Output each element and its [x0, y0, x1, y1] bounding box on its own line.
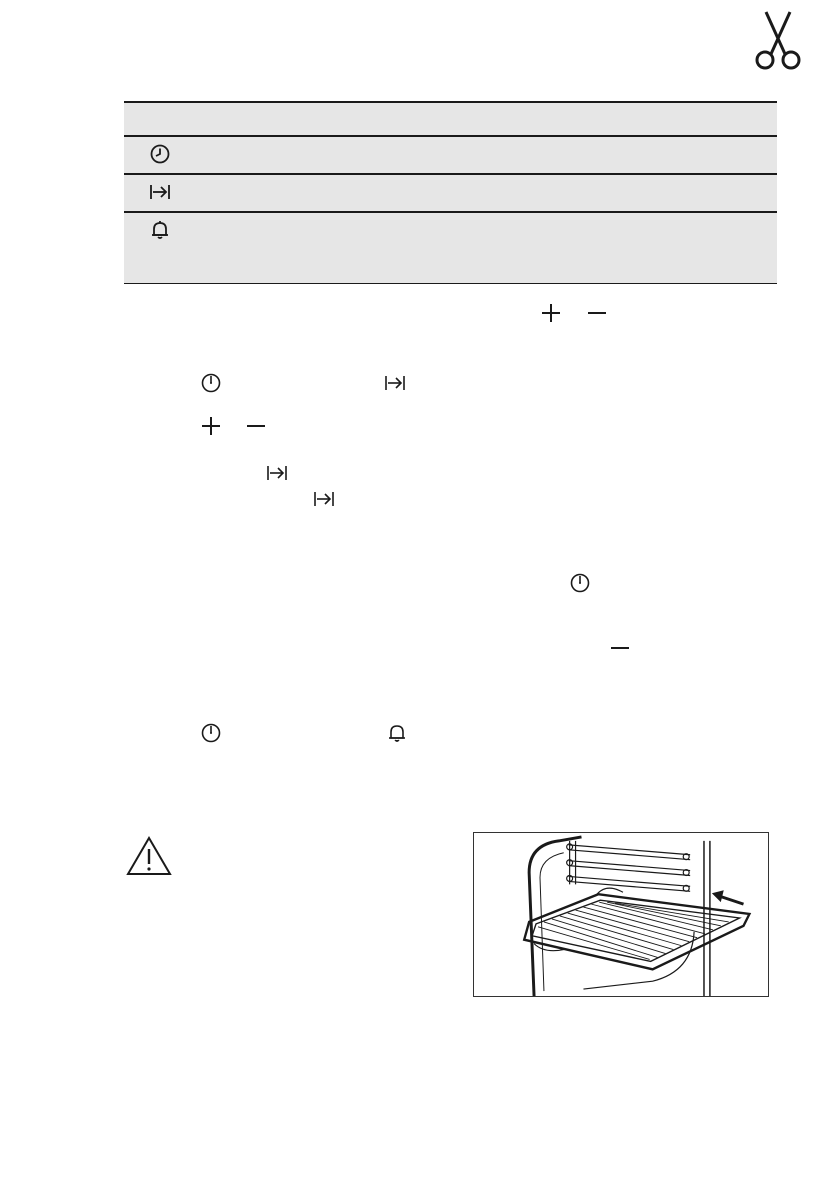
clock-icon: [569, 572, 591, 594]
minus-icon: [245, 415, 267, 437]
scissors-icon: [752, 10, 804, 70]
end-time-icon: [384, 372, 406, 394]
end-time-icon: [266, 462, 288, 484]
table-header-row: [124, 101, 777, 135]
oven-shelf-illustration: [473, 832, 769, 997]
minus-icon: [609, 637, 631, 659]
plus-icon: [200, 415, 222, 437]
functions-table: [124, 101, 777, 284]
end-time-icon: [313, 488, 335, 510]
minus-icon: [586, 302, 608, 324]
clock-icon: [149, 143, 171, 165]
clock-icon: [200, 722, 222, 744]
bell-icon: [386, 722, 408, 744]
clock-icon: [200, 372, 222, 394]
table-row: [124, 211, 777, 283]
end-time-icon: [149, 181, 171, 203]
table-row: [124, 135, 777, 173]
arrow-left-icon: [712, 890, 744, 904]
oven-shelf-drawing: [474, 833, 768, 996]
bell-icon: [149, 219, 171, 241]
warning-icon: [126, 836, 172, 876]
table-row: [124, 173, 777, 211]
plus-icon: [540, 302, 562, 324]
